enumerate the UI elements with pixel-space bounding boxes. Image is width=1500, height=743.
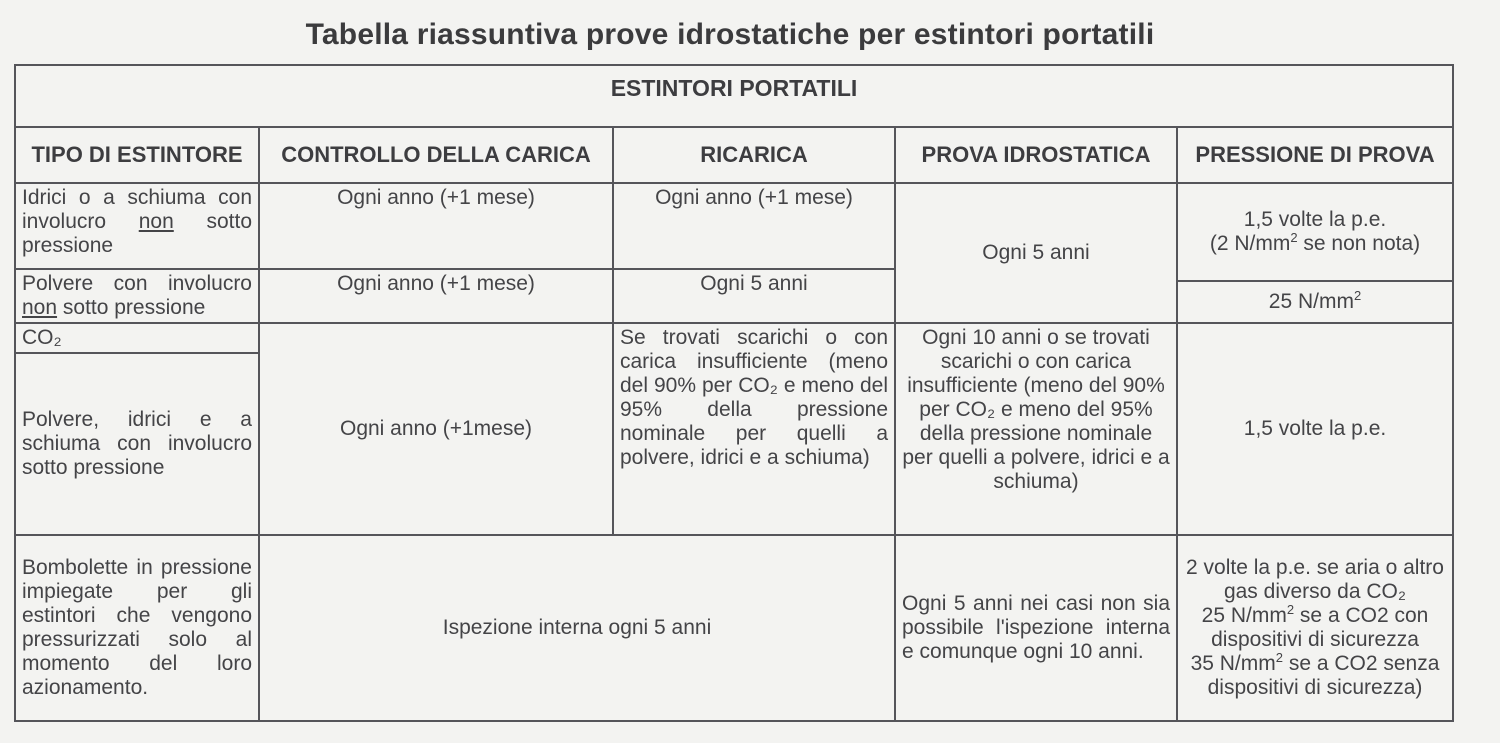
- table-row: [15, 323, 1453, 353]
- tipo-cell: [15, 269, 259, 323]
- superscript: 2: [1290, 230, 1298, 246]
- column-header: RICARICA: [613, 127, 895, 183]
- pressione-value: 25 N/mm: [1201, 604, 1287, 627]
- table-row: [15, 183, 1453, 235]
- controllo-cell: Ogni anno (+1 mese): [259, 183, 613, 269]
- ricarica-cell: Ogni 5 anni: [613, 269, 895, 323]
- banner-row: [15, 65, 1453, 127]
- tipo-cell: [15, 183, 259, 269]
- controllo-cell: Ogni anno (+1 mese): [259, 269, 613, 323]
- superscript: 2: [1286, 602, 1295, 617]
- pressione-cell: [1177, 281, 1453, 323]
- summary-table-container: [14, 64, 1452, 718]
- pressione-cell: [1177, 535, 1453, 721]
- pressione-note: se a CO2 senza dispositivi di sicurezza): [1207, 652, 1440, 699]
- pressione-line: 2 volte la p.e. se aria o altro gas diverso da CO₂: [1186, 556, 1444, 603]
- pressione-cell: 1,5 volte la p.e.: [1177, 323, 1453, 535]
- pressione-line: [1184, 604, 1446, 652]
- tipo-underlined: non: [22, 296, 58, 319]
- page-title: Tabella riassuntiva prove idrostatiche per estintori portatili: [305, 18, 1155, 51]
- pressione-line: 1,5 volte la p.e.: [1243, 208, 1387, 232]
- pressione-cell: [1177, 183, 1453, 281]
- column-header: PROVA IDROSTATICA: [895, 127, 1177, 183]
- superscript: 2: [1353, 288, 1362, 304]
- ricarica-cell: Ogni anno (+1 mese): [613, 183, 895, 269]
- column-header: PRESSIONE DI PROVA: [1177, 127, 1453, 183]
- table-banner: ESTINTORI PORTATILI: [15, 65, 1453, 127]
- pressione-value: 25 N/mm: [1268, 290, 1354, 314]
- ricarica-cell: Se trovati scarichi o con carica insufficiente (meno del 90% per CO₂ e meno del 95% della pressione nominale per quelli a polvere, idrici e a schiuma): [613, 323, 895, 535]
- tipo-text: sotto pressione: [22, 210, 252, 257]
- controllo-cell: Ogni anno (+1mese): [259, 323, 613, 535]
- superscript: 2: [1275, 650, 1283, 665]
- pressione-note: se non nota): [1297, 232, 1421, 256]
- tipo-text: sotto pressione: [62, 296, 206, 319]
- prova-cell: Ogni 10 anni o se trovati scarichi o con carica insufficiente (meno del 90% per CO₂ e meno del 95% della pressione nominale per quelli a polvere, idrici e a schiuma): [895, 323, 1177, 535]
- pressione-line: [1184, 232, 1446, 256]
- tipo-cell: Polvere, idrici e a schiuma con involucro sotto pressione: [15, 353, 259, 535]
- ispezione-cell: Ispezione interna ogni 5 anni: [259, 535, 895, 721]
- summary-table: [14, 64, 1454, 722]
- tipo-text: Polvere con involucro: [22, 272, 252, 295]
- tipo-underlined: non: [138, 210, 174, 233]
- pressione-value: 35 N/mm: [1190, 652, 1276, 675]
- pressione-note: se a CO2 con dispositivi di sicurezza: [1211, 604, 1429, 651]
- tipo-cell: Bombolette in pressione impiegate per gli estintori che vengono pressurizzati solo al momento del loro azionamento.: [15, 535, 259, 721]
- pressione-line: [1184, 652, 1446, 700]
- tipo-cell: CO₂: [15, 323, 259, 353]
- prova-cell: Ogni 5 anni: [895, 183, 1177, 323]
- pressione-value: (2 N/mm: [1209, 232, 1291, 256]
- column-header: CONTROLLO DELLA CARICA: [259, 127, 613, 183]
- column-header: TIPO DI ESTINTORE: [15, 127, 259, 183]
- table-row: [15, 535, 1453, 721]
- prova-cell: Ogni 5 anni nei casi non sia possibile l'ispezione interna e comunque ogni 10 anni.: [895, 535, 1177, 721]
- header-row: [15, 127, 1453, 183]
- tipo-text: Idrici o a schiuma con involucro: [22, 186, 252, 233]
